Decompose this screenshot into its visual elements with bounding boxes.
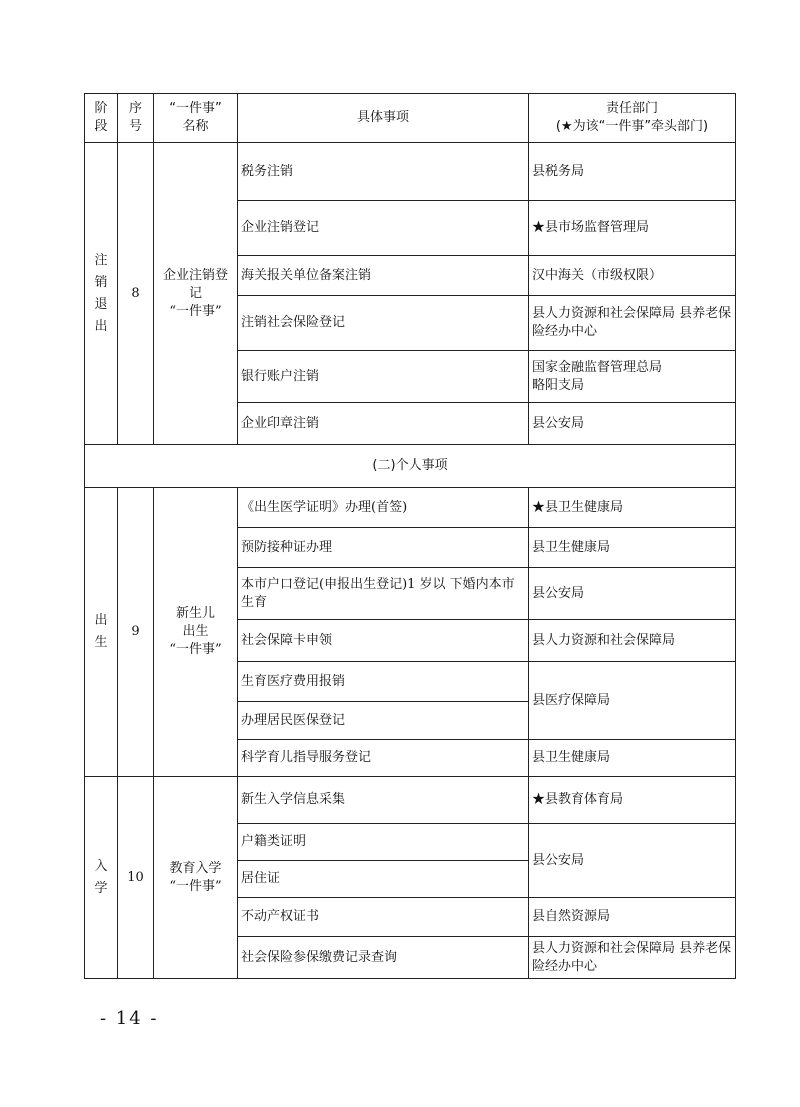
header-item: 具体事项: [238, 94, 529, 143]
header-seq: 序 号: [118, 94, 154, 143]
item-cell: 银行账户注销: [238, 351, 529, 403]
dept-cell: ★县卫生健康局: [529, 488, 736, 528]
item-cell: 新生入学信息采集: [238, 777, 529, 824]
dept-cell: 县公安局: [529, 403, 736, 445]
name-cell: 教育入学 “一件事”: [154, 777, 238, 979]
table-row: [85, 488, 736, 528]
stage-cell: 出生: [85, 488, 118, 777]
table-row: [85, 777, 736, 824]
item-cell: 企业印章注销: [238, 403, 529, 445]
page-number: - 14 -: [100, 1008, 159, 1029]
seq-cell: 10: [118, 777, 154, 979]
section-row: [85, 445, 736, 488]
item-cell: 税务注销: [238, 143, 529, 201]
dept-cell: 国家金融监督管理总局 略阳支局: [529, 351, 736, 403]
dept-cell: 县人力资源和社会保障局 县养老保险经办中心: [529, 296, 736, 351]
dept-cell: 县卫生健康局: [529, 740, 736, 777]
item-cell: 生育医疗费用报销: [238, 662, 529, 702]
dept-cell: 县卫生健康局: [529, 528, 736, 568]
stage-cell: 注销退出: [85, 143, 118, 445]
dept-cell: ★县市场监督管理局: [529, 201, 736, 256]
name-cell: 新生儿 出生 “一件事”: [154, 488, 238, 777]
dept-cell: 县人力资源和社会保障局: [529, 620, 736, 662]
item-cell: 《出生医学证明》办理(首签): [238, 488, 529, 528]
dept-cell: ★县教育体育局: [529, 777, 736, 824]
table-row: [85, 143, 736, 201]
section-title: (二)个人事项: [85, 445, 736, 488]
dept-cell: 县税务局: [529, 143, 736, 201]
item-cell: 居住证: [238, 861, 529, 898]
item-cell: 海关报关单位备案注销: [238, 256, 529, 296]
header-name: “一件事” 名称: [154, 94, 238, 143]
header-stage: 阶 段: [85, 94, 118, 143]
item-cell: 注销社会保险登记: [238, 296, 529, 351]
item-cell: 科学育儿指导服务登记: [238, 740, 529, 777]
dept-cell: 县公安局: [529, 568, 736, 620]
stage-cell: 入学: [85, 777, 118, 979]
item-cell: 办理居民医保登记: [238, 702, 529, 740]
item-cell: 户籍类证明: [238, 824, 529, 861]
dept-cell: 县人力资源和社会保障局 县养老保险经办中心: [529, 937, 736, 979]
matters-table: [84, 93, 736, 979]
header-row: [85, 94, 736, 143]
item-cell: 企业注销登记: [238, 201, 529, 256]
dept-cell: 县医疗保障局: [529, 662, 736, 740]
dept-cell: 汉中海关（市级权限）: [529, 256, 736, 296]
item-cell: 不动产权证书: [238, 898, 529, 937]
item-cell: 本市户口登记(申报出生登记)1 岁以 下婚内本市生育: [238, 568, 529, 620]
dept-cell: 县公安局: [529, 824, 736, 898]
item-cell: 社会保障卡申领: [238, 620, 529, 662]
header-dept: 责任部门 (★为该“一件事”牵头部门): [529, 94, 736, 143]
item-cell: 社会保险参保缴费记录查询: [238, 937, 529, 979]
name-cell: 企业注销登记 “一件事”: [154, 143, 238, 445]
dept-cell: 县自然资源局: [529, 898, 736, 937]
seq-cell: 9: [118, 488, 154, 777]
item-cell: 预防接种证办理: [238, 528, 529, 568]
seq-cell: 8: [118, 143, 154, 445]
